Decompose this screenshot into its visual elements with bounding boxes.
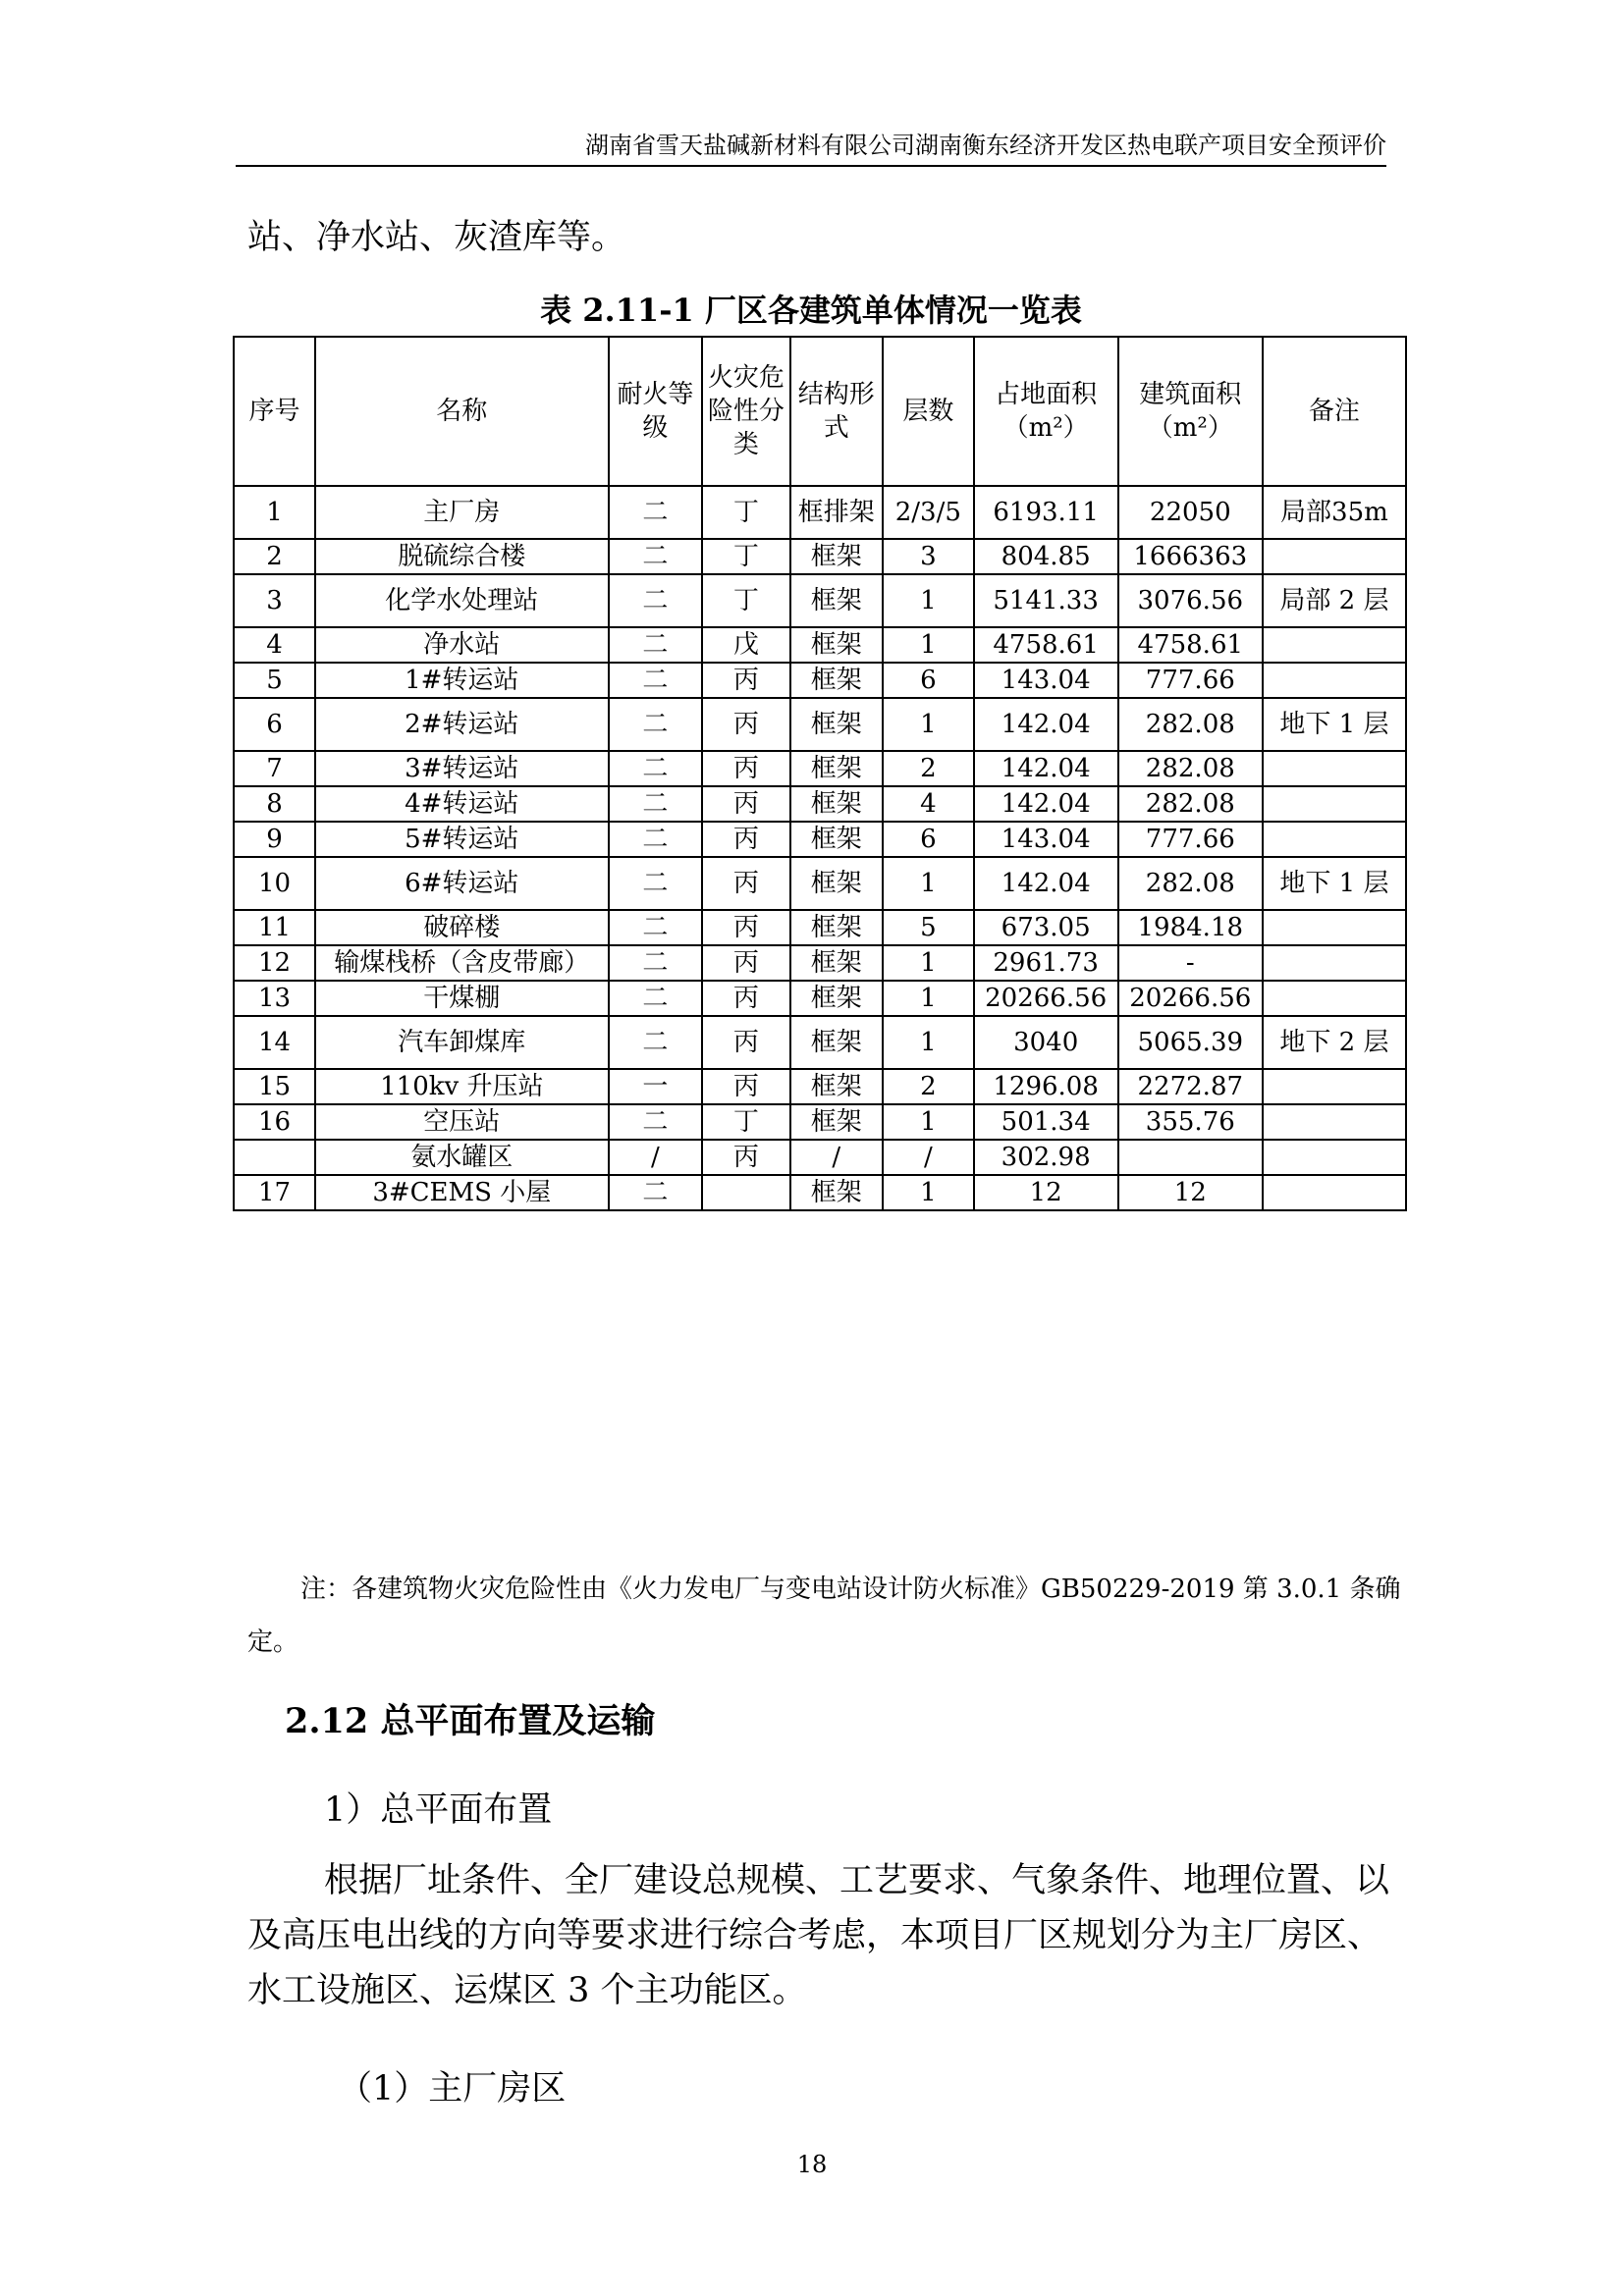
land-area-cell: 142.04 [974, 698, 1118, 751]
floor-count-cell: 4 [883, 786, 973, 822]
table-row [234, 698, 1406, 751]
building-area-cell: 355.76 [1118, 1104, 1263, 1140]
row-number-cell: 4 [234, 627, 315, 663]
fire-grade-cell: 二 [609, 981, 703, 1016]
remark-cell [1263, 981, 1406, 1016]
fire-grade-cell: / [609, 1140, 703, 1175]
structure-type-cell: 框架 [790, 663, 884, 698]
floor-count-cell: 1 [883, 981, 973, 1016]
building-area-cell: 22050 [1118, 486, 1263, 539]
row-number-cell: 15 [234, 1069, 315, 1104]
row-number-cell: 5 [234, 663, 315, 698]
table-row [234, 751, 1406, 786]
floor-count-cell: 2 [883, 1069, 973, 1104]
remark-cell [1263, 627, 1406, 663]
table-row [234, 539, 1406, 574]
column-header: 名称 [315, 337, 609, 486]
hazard-class-cell: 丁 [702, 486, 789, 539]
table-row [234, 1016, 1406, 1069]
header-divider [236, 165, 1386, 167]
land-area-cell: 20266.56 [974, 981, 1118, 1016]
building-area-cell: 282.08 [1118, 751, 1263, 786]
table-row [234, 1069, 1406, 1104]
land-area-cell: 302.98 [974, 1140, 1118, 1175]
row-number-cell: 14 [234, 1016, 315, 1069]
land-area-cell: 142.04 [974, 857, 1118, 910]
building-name-cell: 5#转运站 [315, 822, 609, 857]
table-row [234, 786, 1406, 822]
table-row [234, 910, 1406, 945]
hazard-class-cell: 丙 [702, 751, 789, 786]
remark-cell [1263, 1140, 1406, 1175]
floor-count-cell: 1 [883, 1104, 973, 1140]
remark-cell [1263, 663, 1406, 698]
table-row [234, 1104, 1406, 1140]
remark-cell: 地下 1 层 [1263, 698, 1406, 751]
row-number-cell: 17 [234, 1175, 315, 1210]
land-area-cell: 143.04 [974, 663, 1118, 698]
structure-type-cell: / [790, 1140, 884, 1175]
structure-type-cell: 框架 [790, 910, 884, 945]
fire-grade-cell: 二 [609, 627, 703, 663]
table-row [234, 486, 1406, 539]
remark-cell [1263, 1175, 1406, 1210]
structure-type-cell: 框架 [790, 539, 884, 574]
structure-type-cell: 框架 [790, 786, 884, 822]
row-number-cell: 11 [234, 910, 315, 945]
column-header: 建筑面积（m²） [1118, 337, 1263, 486]
building-area-cell: 2272.87 [1118, 1069, 1263, 1104]
remark-cell [1263, 945, 1406, 981]
table-body [234, 486, 1406, 1210]
remark-cell: 局部 2 层 [1263, 574, 1406, 627]
floor-count-cell: 2/3/5 [883, 486, 973, 539]
remark-cell: 地下 1 层 [1263, 857, 1406, 910]
row-number-cell: 16 [234, 1104, 315, 1140]
building-area-cell: 3076.56 [1118, 574, 1263, 627]
land-area-cell: 4758.61 [974, 627, 1118, 663]
remark-cell [1263, 822, 1406, 857]
structure-type-cell: 框架 [790, 1069, 884, 1104]
hazard-class-cell: 丙 [702, 1140, 789, 1175]
building-area-cell: 282.08 [1118, 786, 1263, 822]
row-number-cell: 7 [234, 751, 315, 786]
remark-cell [1263, 539, 1406, 574]
column-header: 耐火等级 [609, 337, 703, 486]
row-number-cell: 6 [234, 698, 315, 751]
building-name-cell: 4#转运站 [315, 786, 609, 822]
building-area-cell: 777.66 [1118, 822, 1263, 857]
column-header: 层数 [883, 337, 973, 486]
structure-type-cell: 框架 [790, 627, 884, 663]
land-area-cell: 804.85 [974, 539, 1118, 574]
structure-type-cell: 框架 [790, 1175, 884, 1210]
page-header: 湖南省雪天盐碱新材料有限公司湖南衡东经济开发区热电联产项目安全预评价 [585, 132, 1386, 159]
land-area-cell: 1296.08 [974, 1069, 1118, 1104]
table-row [234, 627, 1406, 663]
land-area-cell: 673.05 [974, 910, 1118, 945]
building-name-cell: 破碎楼 [315, 910, 609, 945]
row-number-cell: 12 [234, 945, 315, 981]
hazard-class-cell: 丙 [702, 857, 789, 910]
hazard-class-cell: 丙 [702, 663, 789, 698]
table-row [234, 945, 1406, 981]
table-note: 注：各建筑物火灾危险性由《火力发电厂与变电站设计防火标准》GB50229-2019 第 3.0.1 条确定。 [247, 1575, 1401, 1657]
fire-grade-cell: 二 [609, 698, 703, 751]
row-number-cell [234, 1140, 315, 1175]
hazard-class-cell: 丙 [702, 822, 789, 857]
building-name-cell: 1#转运站 [315, 663, 609, 698]
table-row [234, 663, 1406, 698]
building-name-cell: 脱硫综合楼 [315, 539, 609, 574]
row-number-cell: 10 [234, 857, 315, 910]
building-area-cell [1118, 1140, 1263, 1175]
fire-grade-cell: 二 [609, 1104, 703, 1140]
fire-grade-cell: 二 [609, 1175, 703, 1210]
building-area-cell: 4758.61 [1118, 627, 1263, 663]
remark-cell [1263, 786, 1406, 822]
land-area-cell: 3040 [974, 1016, 1118, 1069]
hazard-class-cell: 丁 [702, 574, 789, 627]
row-number-cell: 13 [234, 981, 315, 1016]
land-area-cell: 143.04 [974, 822, 1118, 857]
hazard-class-cell: 丙 [702, 1069, 789, 1104]
land-area-cell: 142.04 [974, 751, 1118, 786]
column-header: 备注 [1263, 337, 1406, 486]
fire-grade-cell: 二 [609, 574, 703, 627]
building-area-cell: 1984.18 [1118, 910, 1263, 945]
hazard-class-cell: 丙 [702, 981, 789, 1016]
building-name-cell: 2#转运站 [315, 698, 609, 751]
fire-grade-cell: 二 [609, 539, 703, 574]
column-header: 序号 [234, 337, 315, 486]
row-number-cell: 1 [234, 486, 315, 539]
hazard-class-cell: 丙 [702, 786, 789, 822]
table-row [234, 1175, 1406, 1210]
structure-type-cell: 框排架 [790, 486, 884, 539]
table-caption: 表 2.11-1 厂区各建筑单体情况一览表 [540, 292, 1082, 329]
remark-cell: 地下 2 层 [1263, 1016, 1406, 1069]
building-area-cell: 5065.39 [1118, 1016, 1263, 1069]
table-row [234, 981, 1406, 1016]
building-area-cell: 1666363 [1118, 539, 1263, 574]
building-name-cell: 氨水罐区 [315, 1140, 609, 1175]
fire-grade-cell: 二 [609, 910, 703, 945]
fire-grade-cell: 二 [609, 786, 703, 822]
building-name-cell: 空压站 [315, 1104, 609, 1140]
table-row [234, 1140, 1406, 1175]
hazard-class-cell: 戊 [702, 627, 789, 663]
floor-count-cell: 5 [883, 910, 973, 945]
section-heading: 2.12 总平面布置及运输 [285, 1701, 656, 1741]
structure-type-cell: 框架 [790, 1104, 884, 1140]
subsection-title: 1）总平面布置 [324, 1790, 553, 1830]
fire-grade-cell: 二 [609, 1016, 703, 1069]
building-name-cell: 干煤棚 [315, 981, 609, 1016]
structure-type-cell: 框架 [790, 822, 884, 857]
remark-cell [1263, 1069, 1406, 1104]
structure-type-cell: 框架 [790, 751, 884, 786]
building-name-cell: 汽车卸煤库 [315, 1016, 609, 1069]
remark-cell [1263, 1104, 1406, 1140]
column-header: 结构形式 [790, 337, 884, 486]
land-area-cell: 6193.11 [974, 486, 1118, 539]
building-name-cell: 6#转运站 [315, 857, 609, 910]
fire-grade-cell: 二 [609, 822, 703, 857]
building-area-cell: 282.08 [1118, 698, 1263, 751]
structure-type-cell: 框架 [790, 857, 884, 910]
land-area-cell: 5141.33 [974, 574, 1118, 627]
buildings-table [233, 336, 1407, 1211]
land-area-cell: 501.34 [974, 1104, 1118, 1140]
table-header-row [234, 337, 1406, 486]
table-row [234, 574, 1406, 627]
structure-type-cell: 框架 [790, 698, 884, 751]
building-name-cell: 输煤栈桥（含皮带廊） [315, 945, 609, 981]
remark-cell [1263, 910, 1406, 945]
fire-grade-cell: 二 [609, 857, 703, 910]
row-number-cell: 3 [234, 574, 315, 627]
building-name-cell: 主厂房 [315, 486, 609, 539]
page-number: 18 [796, 2151, 828, 2178]
building-name-cell: 3#转运站 [315, 751, 609, 786]
floor-count-cell: 6 [883, 822, 973, 857]
building-area-cell: 777.66 [1118, 663, 1263, 698]
hazard-class-cell: 丁 [702, 1104, 789, 1140]
building-area-cell: 20266.56 [1118, 981, 1263, 1016]
fire-grade-cell: 一 [609, 1069, 703, 1104]
row-number-cell: 9 [234, 822, 315, 857]
fire-grade-cell: 二 [609, 663, 703, 698]
floor-count-cell: 6 [883, 663, 973, 698]
hazard-class-cell: 丙 [702, 1016, 789, 1069]
remark-cell: 局部35m [1263, 486, 1406, 539]
structure-type-cell: 框架 [790, 981, 884, 1016]
subsection-title: （1）主厂房区 [338, 2069, 567, 2109]
row-number-cell: 8 [234, 786, 315, 822]
floor-count-cell: 1 [883, 1175, 973, 1210]
column-header: 火灾危险性分类 [702, 337, 789, 486]
hazard-class-cell: 丙 [702, 910, 789, 945]
hazard-class-cell: 丁 [702, 539, 789, 574]
floor-count-cell: 3 [883, 539, 973, 574]
building-area-cell: 282.08 [1118, 857, 1263, 910]
table-row [234, 822, 1406, 857]
building-name-cell: 净水站 [315, 627, 609, 663]
structure-type-cell: 框架 [790, 945, 884, 981]
floor-count-cell: 1 [883, 627, 973, 663]
floor-count-cell: 1 [883, 574, 973, 627]
land-area-cell: 2961.73 [974, 945, 1118, 981]
fire-grade-cell: 二 [609, 945, 703, 981]
table-row [234, 857, 1406, 910]
floor-count-cell: 1 [883, 945, 973, 981]
floor-count-cell: 2 [883, 751, 973, 786]
floor-count-cell: 1 [883, 857, 973, 910]
row-number-cell: 2 [234, 539, 315, 574]
lead-text: 站、净水站、灰渣库等。 [247, 218, 626, 257]
building-area-cell: - [1118, 945, 1263, 981]
remark-cell [1263, 751, 1406, 786]
hazard-class-cell: 丙 [702, 945, 789, 981]
building-name-cell: 3#CEMS 小屋 [315, 1175, 609, 1210]
building-name-cell: 110kv 升压站 [315, 1069, 609, 1104]
body-paragraph: 根据厂址条件、全厂建设总规模、工艺要求、气象条件、地理位置、以及高压电出线的方向等要求进行综合考虑，本项目厂区规划分为主厂房区、水工设施区、运煤区 3 个主功能区。 [247, 1861, 1390, 2010]
floor-count-cell: / [883, 1140, 973, 1175]
hazard-class-cell [702, 1175, 789, 1210]
fire-grade-cell: 二 [609, 486, 703, 539]
building-area-cell: 12 [1118, 1175, 1263, 1210]
hazard-class-cell: 丙 [702, 698, 789, 751]
floor-count-cell: 1 [883, 698, 973, 751]
land-area-cell: 12 [974, 1175, 1118, 1210]
column-header: 占地面积（m²） [974, 337, 1118, 486]
building-name-cell: 化学水处理站 [315, 574, 609, 627]
structure-type-cell: 框架 [790, 1016, 884, 1069]
fire-grade-cell: 二 [609, 751, 703, 786]
floor-count-cell: 1 [883, 1016, 973, 1069]
structure-type-cell: 框架 [790, 574, 884, 627]
land-area-cell: 142.04 [974, 786, 1118, 822]
